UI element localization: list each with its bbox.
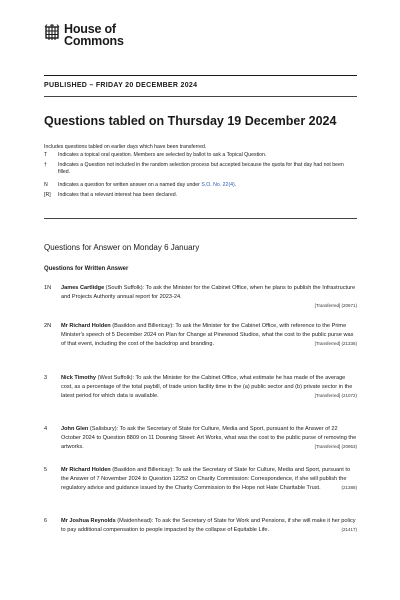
question-reference: [Transferred] (21072)	[314, 392, 357, 398]
question-text: To ask the Minister for the Cabinet Office, when he plans to publish the Infrastructure and Projects Authority annual report for 2023-24.	[61, 285, 356, 300]
question-item	[44, 374, 357, 400]
constituency: (Basildon and Billericay):	[110, 467, 176, 473]
logo-text	[64, 24, 124, 47]
key-description	[58, 182, 357, 189]
published-date: PUBLISHED – FRIDAY 20 DECEMBER 2024	[44, 82, 198, 89]
logo-line-1: House of	[64, 22, 116, 36]
constituency: (Salisbury):	[88, 426, 120, 432]
key-description: Indicates that a relevant interest has been declared.	[58, 192, 178, 198]
key-text-end: .	[234, 182, 237, 188]
constituency: (Maidenhead):	[115, 518, 155, 524]
question-reference: (21388)	[341, 484, 357, 490]
key-named-day	[44, 182, 357, 189]
top-divider	[44, 75, 357, 76]
question-number: 3	[44, 375, 48, 381]
question-item	[44, 517, 357, 535]
question-item	[44, 284, 357, 309]
key-text: Indicates a question for written answer on a named day under	[58, 182, 200, 188]
question-number: 4	[44, 426, 48, 432]
member-name: Mr Richard Holden	[61, 467, 111, 473]
question-body	[61, 374, 357, 400]
member-name: James Cartlidge	[61, 285, 105, 291]
question-number: 2N	[44, 323, 52, 329]
house-of-commons-logo	[44, 24, 124, 47]
header-divider	[44, 96, 357, 97]
constituency: (Basildon and Billericay):	[110, 323, 176, 329]
question-text: To ask the Minister for the Cabinet Office, with reference to the Prime Minister's speech of 5 December 2024 on Plan for Change at Pinewood Studios, what the cost to the public purse was of that event, including the cost of the backdrop and branding.	[61, 323, 354, 347]
question-text: To ask the Secretary of State for Work and Pensions, if she will make it her policy to pay additional compensation to people impacted by the collapse of Equitable Life.	[61, 518, 356, 533]
section-title: Questions for Answer on Monday 6 January	[44, 243, 200, 252]
question-number: 6	[44, 518, 48, 524]
intro-note: Includes questions tabled on earlier days which have been transferred.	[44, 144, 207, 150]
question-reference: (21417)	[341, 526, 357, 532]
question-item	[44, 425, 357, 451]
key-symbol: [R]	[44, 192, 51, 198]
question-body	[61, 517, 357, 535]
page-title: Questions tabled on Thursday 19 December 2024	[44, 114, 337, 128]
portcullis-icon	[44, 24, 60, 42]
question-number: 5	[44, 467, 48, 473]
member-name: Mr Richard Holden	[61, 323, 111, 329]
question-text: To ask the Minister for the Cabinet Office, what estimate he has made of the average cost, as a percentage of the total paybill, of trade union facility time in the (a) public sector and (b) private sector in the latest period for which data is available.	[61, 375, 353, 399]
question-item	[44, 322, 357, 348]
key-divider	[44, 218, 357, 219]
member-name: John Glen	[61, 426, 89, 432]
standing-order-link[interactable]: S.O. No. 22(4)	[201, 182, 235, 188]
key-topical	[44, 152, 357, 159]
constituency: (South Suffolk):	[104, 285, 146, 291]
key-description: Indicates a Question not included in the random selection process but accepted because the quota for that day had not been filled.	[58, 162, 344, 175]
member-name: Mr Joshua Reynolds	[61, 518, 116, 524]
question-reference: [Transferred] (21336)	[314, 340, 357, 346]
key-description: Indicates a topical oral question. Members are selected by ballot to ask a Topical Question.	[58, 152, 267, 158]
key-symbol: †	[44, 162, 47, 168]
question-body	[61, 425, 357, 451]
subsection-title: Questions for Written Answer	[44, 266, 129, 272]
question-reference: [Transferred] (20671)	[314, 302, 357, 308]
member-name: Nick Timothy	[61, 375, 97, 381]
logo-line-2: Commons	[64, 33, 124, 48]
question-text: To ask the Secretary of State for Culture, Media and Sport, pursuant to the Answer of 22 October 2024 to Question 8809 on 11 Downing Street: Art Works, what was the cost to the public purse of removing the artworks.	[61, 426, 357, 450]
question-item	[44, 466, 357, 492]
key-not-selected	[44, 162, 357, 176]
question-reference: [Transferred] (20953)	[314, 443, 357, 449]
key-symbol: N	[44, 182, 48, 188]
question-body	[61, 322, 357, 348]
key-symbol: T	[44, 152, 48, 158]
constituency: (West Suffolk):	[96, 375, 136, 381]
question-body	[61, 284, 357, 309]
key-relevant-interest	[44, 192, 357, 199]
question-body	[61, 466, 357, 492]
question-text: To ask the Secretary of State for Culture, Media and Sport, pursuant to the Answer of 7 November 2024 to Question 12252 on Charity Commission: Correspondence, if she will publish the regulatory advice and guidance issued by the Charity Commission to the Hope not Hate Charitable Trust.	[61, 467, 351, 491]
question-number: 1N	[44, 285, 52, 291]
